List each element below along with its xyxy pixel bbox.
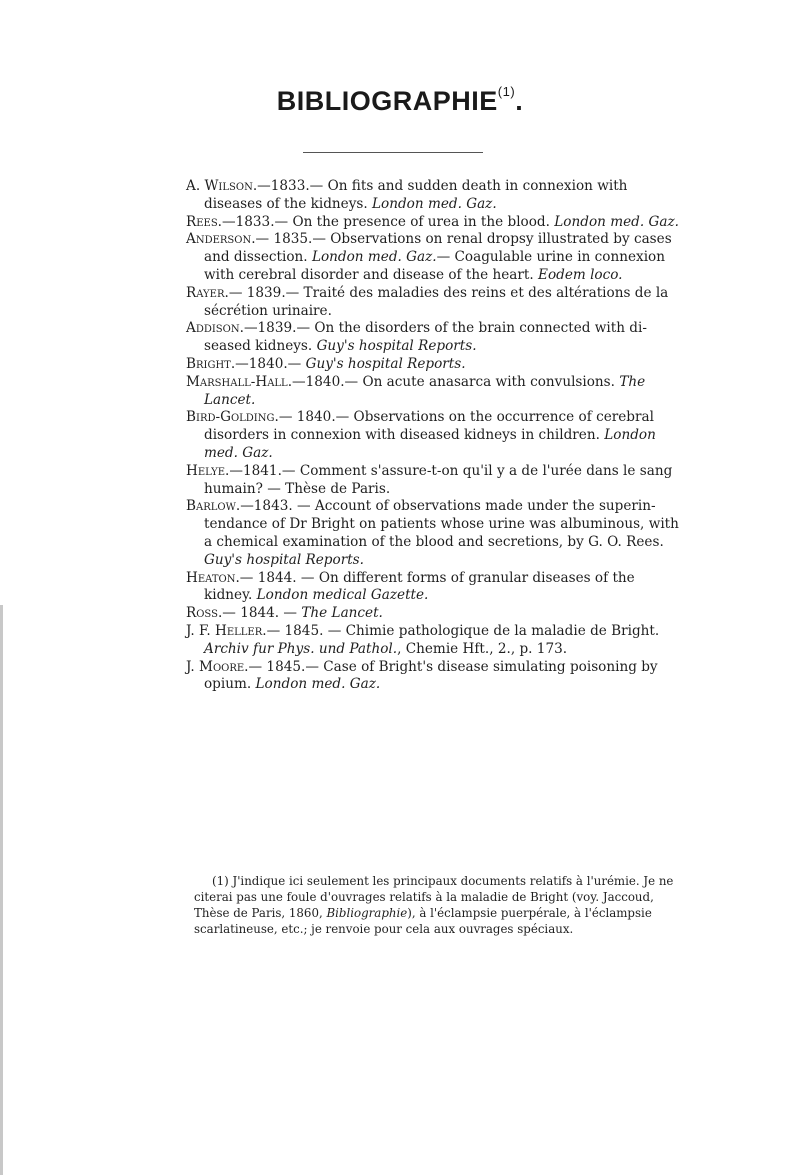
entry-source: London med. Gaz. xyxy=(554,213,679,230)
entry-source: Guy's hospital Reports. xyxy=(316,338,477,355)
entry-author: J. Moore. xyxy=(186,658,249,675)
entry-source: London med. Gaz. xyxy=(204,427,656,461)
entry-text: —1843. — Account of observations made under the superin-tendance of Dr Bright on patients whose urine was albuminous, with a chemical examination of the blood and secretions, by G. O. Rees. xyxy=(204,498,679,550)
entry-source: The Lancet. xyxy=(204,373,646,408)
entry-author: Ross. xyxy=(186,605,223,622)
entry-source: Guy's hospital Reports. xyxy=(204,551,364,568)
bibliography-entry xyxy=(186,285,686,321)
entry-author: Anderson. xyxy=(186,231,256,248)
title-trailing: . xyxy=(515,86,524,116)
entry-source: London med. Gaz. xyxy=(255,676,381,693)
bibliography-list xyxy=(186,178,686,694)
bibliography-entry xyxy=(186,178,686,214)
footnote xyxy=(194,873,684,937)
entry-author: J. F. Heller. xyxy=(186,622,267,639)
bibliography-entry xyxy=(186,214,686,232)
bibliography-entry xyxy=(186,231,686,284)
entry-author: Marshall-Hall. xyxy=(186,373,293,390)
entry-author: A. Wilson. xyxy=(186,178,258,194)
bibliography-entry xyxy=(186,498,686,569)
entry-text: —1833.— On the presence of urea in the blood. xyxy=(222,213,550,230)
entry-text: — 1845. — Chimie pathologique de la maladie de Bright. xyxy=(266,622,660,639)
entry-text: —1840.— On acute anasarca with convulsions. xyxy=(292,373,615,390)
page-edge-shadow xyxy=(0,605,3,1175)
bibliography-entry xyxy=(186,463,686,499)
bibliography-entry xyxy=(186,374,686,410)
entry-source: The Lancet. xyxy=(301,605,383,622)
footnote-italic: Bibliographie xyxy=(326,906,408,920)
title-text: BIBLIOGRAPHIE xyxy=(276,86,498,116)
entry-source: Archiv fur Phys. und Pathol. xyxy=(204,640,398,657)
title-footnote-mark: (1) xyxy=(497,84,516,99)
entry-author: Bright. xyxy=(186,355,236,372)
entry-author: Rayer. xyxy=(186,284,229,301)
entry-text: —1841.— Comment s'assure-t-on qu'il y a de l'urée dans le sang humain? — Thèse de Paris. xyxy=(204,462,673,497)
footnote-text: (1) J'indique ici seulement les principaux documents relatifs à l'urémie. Je ne citerai pas une foule d'ouvrages relatifs à la maladie de Bright (voy. Jaccoud, Thèse de Paris, 1860, xyxy=(194,874,674,920)
entry-source: London med. Gaz. xyxy=(311,249,437,266)
entry-author: Barlow. xyxy=(186,498,241,515)
entry-text: —1833.— On fits and sudden death in connexion with diseases of the kidneys. xyxy=(204,178,628,212)
bibliography-entry xyxy=(186,356,686,374)
bibliography-entry xyxy=(186,320,686,356)
entry-author: Bird-Golding. xyxy=(186,409,279,426)
bibliography-entry xyxy=(186,659,686,695)
entry-text: — 1840.— Observations on the occurrence of cerebral disorders in connexion with diseased kidneys in children. xyxy=(204,409,654,444)
page-title xyxy=(0,86,800,117)
entry-text: — 1844. — On different forms of granular diseases of the kidney. xyxy=(204,569,635,604)
entry-text: — 1835.— Observations on renal dropsy illustrated by cases and dissection. xyxy=(204,231,672,266)
entry-author: Addison. xyxy=(186,320,244,337)
entry-source: Guy's hospital Reports. xyxy=(305,355,466,372)
bibliography-entry xyxy=(186,570,686,606)
entry-text: — 1845.— Case of Bright's disease simulating poisoning by opium. xyxy=(204,658,658,693)
entry-source: London med. Gaz. xyxy=(372,195,497,212)
entry-author: Helye. xyxy=(186,462,230,479)
bibliography-entry xyxy=(186,605,686,623)
entry-source-secondary: Eodem loco. xyxy=(538,266,623,283)
entry-source: London medical Gazette. xyxy=(256,587,429,604)
entry-text-continued: — Coagulable urine in connexion with cerebral disorder and disease of the heart. xyxy=(204,249,665,283)
entry-author: Heaton. xyxy=(186,569,240,586)
entry-text: — 1844. — xyxy=(222,605,298,622)
bibliography-entry xyxy=(186,409,686,462)
entry-text: —1840.— xyxy=(235,355,302,372)
bibliography-entry xyxy=(186,623,686,659)
entry-text-continued: , Chemie Hft., 2., p. 173. xyxy=(397,640,568,657)
entry-author: Rees. xyxy=(186,213,223,230)
entry-text: — 1839.— Traité des maladies des reins et des altérations de la sécrétion urinaire. xyxy=(204,284,669,319)
entry-text: —1839.— On the disorders of the brain connected with di-seased kidneys. xyxy=(204,320,647,355)
footnote-text-end: ), à l'éclampsie puerpérale, à l'éclampsie scarlatineuse, etc.; je renvoie pour cela aux ouvrages spéciaux. xyxy=(194,906,652,936)
title-divider xyxy=(303,152,483,153)
